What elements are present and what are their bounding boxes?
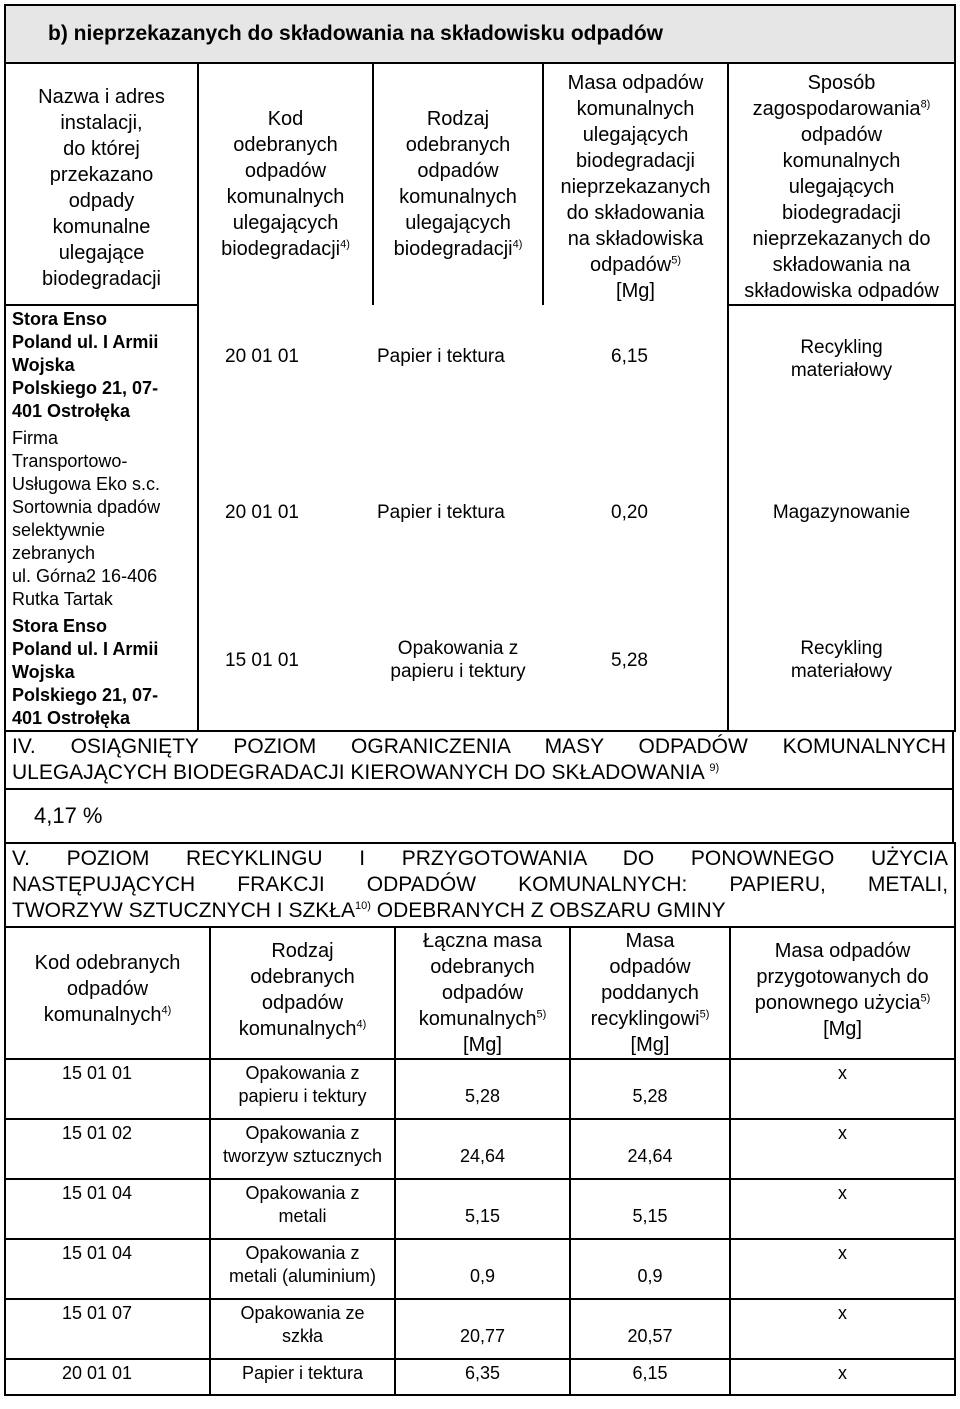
- v-header-code: Kod odebranych odpadów komunalnych$^{4)}$: [5, 927, 210, 1059]
- header-code: Kod odebranych odpadów komunalnych ulegających biodegradacji$^{4)}$: [198, 63, 373, 305]
- method-cell: Recykling materiałowy: [728, 305, 955, 423]
- v-total-cell: 6,35: [395, 1359, 570, 1395]
- type-cell: Opakowania z papieru i tektury: [373, 613, 543, 731]
- mass-cell: 0,20: [611, 502, 648, 523]
- v-type-cell: Opakowania ze szkła: [210, 1299, 395, 1359]
- table-row: [5, 1179, 955, 1239]
- method-cell: Magazynowanie: [728, 423, 955, 613]
- header-installation: Nazwa i adres instalacji, do której przekazano odpady komunalne ulegające biodegradacji: [5, 63, 198, 305]
- v-reuse-cell: x: [730, 1059, 955, 1119]
- section-v-table: [4, 842, 956, 1396]
- installation-cell: Stora Enso Poland ul. I Armii Wojska Polskiego 21, 07- 401 Ostrołęka: [5, 613, 198, 731]
- v-recycled-cell: 20,57: [570, 1299, 730, 1359]
- v-code-cell: 15 01 04: [5, 1239, 210, 1299]
- v-reuse-cell: x: [730, 1119, 955, 1179]
- code-cell: 20 01 01: [198, 305, 373, 423]
- v-reuse-cell: x: [730, 1179, 955, 1239]
- mass-cell: 6,15: [611, 346, 648, 367]
- v-total-cell: 24,64: [395, 1119, 570, 1179]
- header-method: Sposób zagospodarowania$^{8)}$ odpadów komunalnych ulegających biodegradacji nieprzekazanych do składowania na składowiska odpadów: [728, 63, 955, 305]
- v-header-recycled: Masa odpadów poddanych recyklingowi$^{5)}$ [Mg]: [570, 927, 730, 1059]
- v-header-total: Łączna masa odebranych odpadów komunalnych$^{5)}$ [Mg]: [395, 927, 570, 1059]
- v-total-cell: 0,9: [395, 1239, 570, 1299]
- type-cell: Papier i tektura: [377, 346, 505, 367]
- v-total-cell: 20,77: [395, 1299, 570, 1359]
- v-header-type: Rodzaj odebranych odpadów komunalnych$^{4)}$: [210, 927, 395, 1059]
- table-row: [5, 1299, 955, 1359]
- v-code-cell: 20 01 01: [5, 1359, 210, 1395]
- code-cell: 15 01 01: [198, 613, 373, 731]
- header-type: Rodzaj odebranych odpadów komunalnych ulegających biodegradacji$^{4)}$: [373, 63, 543, 305]
- v-recycled-cell: 24,64: [570, 1119, 730, 1179]
- v-type-cell: Opakowania z tworzyw sztucznych: [210, 1119, 395, 1179]
- v-reuse-cell: x: [730, 1299, 955, 1359]
- installation-cell: Firma Transportowo- Usługowa Eko s.c. Sortownia dpadów selektywnie zebranych ul. Górna2 16-406 Rutka Tartak: [5, 423, 198, 613]
- section-iv-table: [4, 730, 954, 844]
- table-row: [5, 1239, 955, 1299]
- section-b-table: [4, 4, 956, 732]
- v-recycled-cell: 6,15: [570, 1359, 730, 1395]
- type-cell: Papier i tektura: [377, 502, 505, 523]
- v-type-cell: Opakowania z metali (aluminium): [210, 1239, 395, 1299]
- v-code-cell: 15 01 04: [5, 1179, 210, 1239]
- v-reuse-cell: x: [730, 1239, 955, 1299]
- v-recycled-cell: 5,15: [570, 1179, 730, 1239]
- code-cell: 20 01 01: [198, 423, 373, 613]
- v-total-cell: 5,28: [395, 1059, 570, 1119]
- section-b-title: b) nieprzekazanych do składowania na składowisku odpadów: [5, 5, 955, 63]
- v-recycled-cell: 0,9: [570, 1239, 730, 1299]
- document-page: [4, 4, 954, 1396]
- v-code-cell: 15 01 02: [5, 1119, 210, 1179]
- method-cell: Recykling materiałowy: [728, 613, 955, 731]
- table-row: [5, 1359, 955, 1395]
- table-row: [5, 613, 955, 731]
- v-code-cell: 15 01 01: [5, 1059, 210, 1119]
- v-header-reuse: Masa odpadów przygotowanych do ponownego użycia$^{5)}$ [Mg]: [730, 927, 955, 1059]
- v-type-cell: Opakowania z metali: [210, 1179, 395, 1239]
- installation-cell: Stora Enso Poland ul. I Armii Wojska Polskiego 21, 07- 401 Ostrołęka: [5, 305, 198, 423]
- table-row: [5, 1059, 955, 1119]
- mass-cell: 5,28: [543, 613, 728, 731]
- section-v-title: V. POZIOM RECYKLINGU I PRZYGOTOWANIA DO PONOWNEGO UŻYCIA NASTĘPUJĄCYCH FRAKCJI ODPADÓW KOMUNALNYCH: PAPIERU, METALI, TWORZYW SZTUCZNYCH I SZKŁA$^{10)}$ ODEBRANYCH Z OBSZARU GMINY: [5, 843, 955, 927]
- section-iv-value: 4,17 %: [5, 789, 953, 843]
- section-iv-title: IV. OSIĄGNIĘTY POZIOM OGRANICZENIA MASY ODPADÓW KOMUNALNYCH ULEGAJĄCYCH BIODEGRADACJI KIEROWANYCH DO SKŁADOWANIA $^{9)}$: [5, 731, 953, 789]
- table-row: [5, 305, 955, 423]
- v-type-cell: Opakowania z papieru i tektury: [210, 1059, 395, 1119]
- v-code-cell: 15 01 07: [5, 1299, 210, 1359]
- v-recycled-cell: 5,28: [570, 1059, 730, 1119]
- v-type-cell: Papier i tektura: [210, 1359, 395, 1395]
- v-total-cell: 5,15: [395, 1179, 570, 1239]
- v-reuse-cell: x: [730, 1359, 955, 1395]
- header-mass: Masa odpadów komunalnych ulegających biodegradacji nieprzekazanych do składowania na składowiska odpadów$^{5)}$ [Mg]: [543, 63, 728, 305]
- table-row: [5, 1119, 955, 1179]
- table-row: [5, 423, 955, 613]
